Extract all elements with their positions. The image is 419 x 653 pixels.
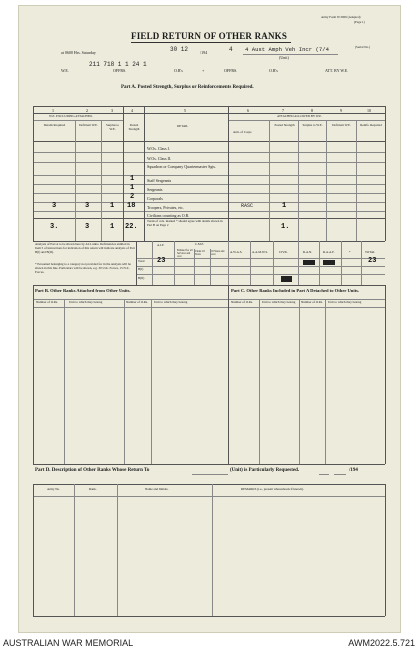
col-number-10: 10: [367, 108, 371, 113]
row-wo-class-1: W.Os. Class I.: [147, 146, 170, 151]
strength-numbers-typed: 211 718 1 1 24 1: [89, 61, 147, 68]
part-c-header-unit: Unit to which they belong: [262, 300, 296, 304]
col-number-8: 8: [311, 108, 313, 113]
total-col4: 22.: [125, 223, 138, 231]
row-staff-sergeants: Staff Sergeants: [147, 178, 172, 183]
plus-sign: +: [202, 68, 205, 73]
analysis-header-civil: CIVIL: [279, 250, 288, 254]
row-sergeants: Sergeants: [147, 187, 163, 192]
analysis-header-ran: R.A.N.: [303, 250, 313, 254]
analysis-grand-total: 23: [368, 257, 377, 265]
we-label: W.E.: [61, 68, 69, 73]
part-d-header-remarks: REMARKS (i.e., present whereabouts if known).: [241, 487, 304, 491]
row-troopers: Troopers, Privates, etc.: [147, 205, 184, 210]
we-excl-header: W.E. EXCLUDING ATTACHED.: [49, 114, 93, 118]
sub-header-surplus: Surplus to W.E.: [105, 123, 120, 131]
entry-troopers-col1: 3: [52, 202, 57, 210]
offrs-label-2: OFFRS.: [224, 68, 238, 73]
part-b-header-unit: Unit to which they belong: [69, 300, 103, 304]
col-number-3: 3: [111, 108, 113, 113]
entry-sergeants: 1: [130, 184, 135, 192]
total-col1: 3.: [50, 223, 59, 231]
analysis-header-aif: A.I.F.: [157, 243, 165, 247]
col-number-9: 9: [340, 108, 342, 113]
serial-label: (Serial No.): [355, 45, 371, 49]
analysis-note: Analysis of Part A to be shown here by ALL units. Deficiencies entitled in Item 5 of instructions for indication of this return will indicate analysis of Part B(I) and B(II).: [35, 242, 135, 254]
part-a-title: Part A. Posted Strength, Surplus or Reinforcements Required.: [121, 85, 254, 90]
hrs-line: at 0600 Hrs. Saturday: [61, 50, 96, 55]
unit-typed: 4 Aust Amph Veh Incr (7/4: [245, 46, 329, 53]
col-number-2: 2: [86, 108, 88, 113]
footer-accession-number: AWM2022.5.721: [348, 638, 415, 648]
part-b-title: Part B. Other Ranks Attached from Other Units.: [35, 288, 131, 293]
part-c-title: Part C. Other Ranks Included in Part A Detached to Other Units.: [231, 288, 360, 293]
part-b-header-number-2: Number of O.Rs.: [126, 300, 148, 304]
redaction-mark: [281, 276, 292, 282]
detail-header: DETAIL: [177, 124, 189, 128]
entry-troopers-col2: 3: [85, 202, 90, 210]
entry-corporals: 2: [130, 193, 135, 201]
unit-label: (Unit): [279, 55, 289, 60]
part-d-title-unit: (Unit) is Particularly Requested.: [230, 468, 300, 473]
row-corporals: Corporals: [147, 196, 163, 201]
analysis-row-b1: B(I): [138, 267, 144, 271]
col-number-5: 5: [184, 108, 186, 113]
offrs-label-1: OFFRS.: [113, 68, 127, 73]
total-col7: 1.: [281, 223, 290, 231]
sub-header-deficient: Deficient W.E.: [79, 123, 98, 127]
analysis-header-cmf: C.M.F.: [195, 242, 204, 246]
analysis-header-aamws: A.A.M.W.S.: [252, 250, 268, 254]
cmf-sub-all-services: Enlisted for all Services and over: [177, 249, 193, 258]
date-typed: 30 12: [170, 46, 189, 53]
row-wo-class-2: W.Os. Class II.: [147, 156, 172, 161]
sub-header-deficient-2: Deficient W.E.: [332, 123, 351, 127]
att-we-label: ATT. BY W.E.: [325, 68, 349, 73]
ors-label-2: O.R's: [269, 68, 278, 73]
entry-staff-sgts: 1: [130, 175, 135, 183]
part-d-title: Part D. Description of Other Ranks Whose Return To: [35, 468, 150, 473]
sub-header-posted: Posted Strength: [128, 123, 140, 131]
entry-troopers-arm: RASC: [241, 203, 254, 209]
part-b-header-number: Number of O.Rs.: [36, 300, 58, 304]
analysis-header-awas: A.W.A.S.: [230, 250, 243, 254]
analysis-aif-total: 23: [157, 257, 166, 265]
footer-institution: AUSTRALIAN WAR MEMORIAL: [3, 638, 134, 648]
sub-header-arm: Arm. of Corps: [233, 130, 252, 134]
analysis-header-raaf: R.A.A.F.: [323, 250, 335, 254]
sub-header-posted-2: Posted Strength: [274, 123, 295, 127]
part-d-title-date: /194: [349, 468, 358, 473]
sub-header-surplus-2: Surplus to W.E.: [302, 123, 323, 127]
analysis-header-star: *: [349, 250, 351, 254]
year-typed: 4: [229, 46, 233, 53]
year-label: /194: [200, 50, 208, 55]
attached-header: ATTACHED ALLOWED BY W.E.: [277, 114, 323, 118]
totals-text: Totals of cols. marked * should agree with details shown in Part B on Page 2: [147, 219, 223, 227]
archive-footer: [0, 633, 419, 653]
redaction-mark: [303, 260, 315, 265]
row-cqms: Squadron or Company Quartermaster Sgts.: [147, 164, 216, 169]
analysis-header-total: TOTAL: [365, 250, 376, 254]
col-number-6: 6: [247, 108, 249, 113]
analysis-note-2: * Personnel belonging to a category not provided for in the analysis will be shown in this line. Particulars will be shown, e.g. 30 U.K. Forces, 15 N.Z. Forces.: [35, 262, 131, 274]
form-ref-line1: Army Form W.3009 (Adapted): [321, 15, 361, 19]
analysis-row-b2: B(II): [138, 276, 145, 280]
redaction-mark: [323, 260, 335, 265]
cmf-sub-18-over: 18 Years and over: [211, 250, 225, 256]
total-col2: 3: [85, 223, 90, 231]
part-d-header-rank: Rank.: [89, 487, 97, 491]
part-c-header-number-2: Number of O.Rs.: [301, 300, 323, 304]
entry-troopers-col3: 1: [110, 202, 115, 210]
entry-troopers-col7: 1: [282, 202, 287, 210]
cmf-sub-under-18: Under 18 Years: [195, 250, 205, 256]
part-b-header-unit-2: Unit to which they belong: [154, 300, 188, 304]
entry-troopers-col4: 18: [127, 202, 136, 210]
form-ref-line2: (Page 1): [354, 20, 365, 24]
sub-header-reinfs: Reinfs. Required: [360, 123, 382, 127]
sub-header-details: Details Required: [43, 123, 66, 127]
form-title: FIELD RETURN OF OTHER RANKS: [131, 31, 288, 41]
ors-label-1: O.R's: [174, 68, 183, 73]
part-d-header-name: Name and Initials.: [145, 487, 169, 491]
row-civilians: Civilians counting as O.R.: [147, 213, 190, 218]
col-number-7: 7: [282, 108, 284, 113]
part-c-header-number: Number of O.Rs.: [231, 300, 253, 304]
part-c-header-unit-2: Unit to which they belong: [328, 300, 362, 304]
analysis-row-total: Total: [138, 259, 145, 263]
form-sheet: [18, 5, 401, 633]
total-col3: 1: [110, 223, 115, 231]
part-d-header-army-no: Army No.: [47, 487, 60, 491]
col-number-4: 4: [131, 108, 133, 113]
col-number-1: 1: [52, 108, 54, 113]
